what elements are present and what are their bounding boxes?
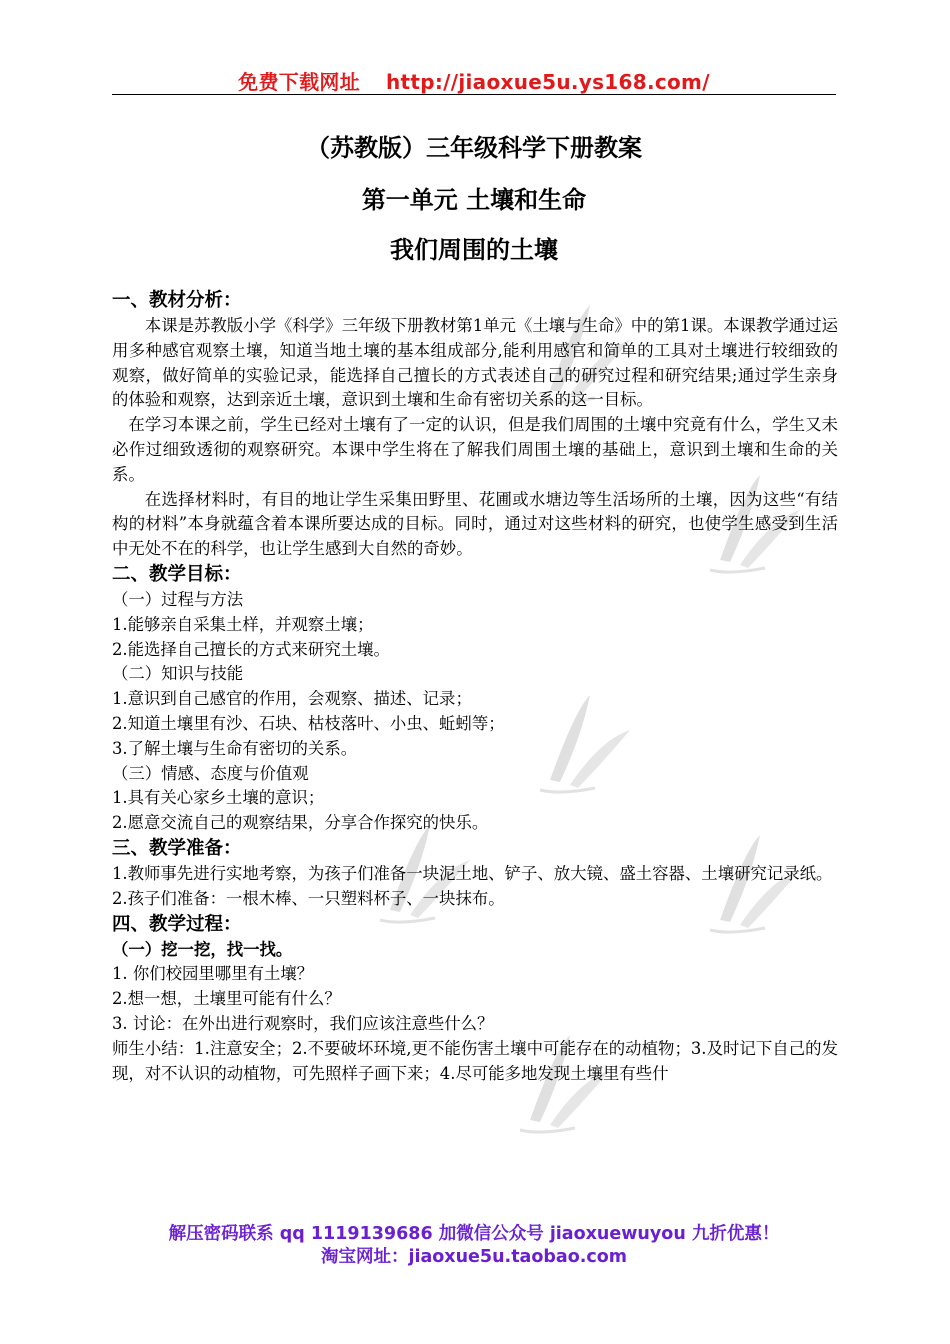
section-heading: 四、教学过程： [112,913,242,935]
subheading: （二）知识与技能 [112,664,244,684]
subheading: （一）过程与方法 [112,589,244,609]
download-url-header[interactable] [112,66,836,95]
list-item: 2.能选择自己擅长的方式来研究土壤。 [112,639,390,659]
list-item: 2.想一想，土壤里可能有什么？ [112,989,341,1009]
footer-contact: 解压密码联系 qq 1119139686 加微信公众号 jiaoxuewuyou 九折优惠！ [168,1224,780,1244]
list-item: 2.知道土壤里有沙、石块、枯枝落叶、小虫、蚯蚓等； [112,713,505,733]
unit-title: 第一单元 土壤和生命 [361,185,587,214]
list-item: 1.教师事先进行实地考察，为孩子们准备一块泥土地、铲子、放大镜、盛土容器、土壤研究记录纸。 [112,863,833,883]
list-item: 1.能够亲自采集土样，并观察土壤； [112,614,374,634]
header-label: 免费下载网址 [238,70,360,94]
header-url-link[interactable]: http://jiaoxue5u.ys168.com/ [385,70,710,94]
paragraph: 在选择材料时，有目的地让学生采集田野里、花圃或水塘边等生活场所的土壤，因为这些“有结构的材料”本身就蕴含着本课所要达成的目标。同时，通过对这些材料的研究，也使学生感受到生活中无处不在的科学，也让学生感到大自然的奇妙。 [112,489,838,559]
document-body [112,288,838,1086]
list-item: 3.了解土壤与生命有密切的关系。 [112,738,358,758]
section-heading: 二、教学目标： [112,563,242,585]
paragraph: 师生小结：1.注意安全；2.不要破坏环境,更不能伤害土壤中可能存在的动植物；3.及时记下自己的发现，对不认识的动植物，可先照样子画下来；4.尽可能多地发现土壤里有些什 [112,1038,838,1083]
subheading: （三）情感、态度与价值观 [112,763,309,783]
list-item: 2.愿意交流自己的观察结果，分享合作探究的快乐。 [112,813,489,833]
list-item: 1.意识到自己感官的作用，会观察、描述、记录； [112,689,472,709]
list-item: 1. 你们校园里哪里有土壤？ [112,964,314,984]
section-heading: 三、教学准备： [112,837,242,859]
paragraph: 在学习本课之前，学生已经对土壤有了一定的认识，但是我们周围的土壤中究竟有什么，学生又未必作过细致透彻的观察研究。本课中学生将在了解我们周围土壤的基础上，意识到土壤和生命的关系。 [112,415,838,484]
lesson-title: 我们周围的土壤 [390,235,558,264]
section-heading: 一、教材分析： [112,290,242,311]
list-item: 1.具有关心家乡土壤的意识； [112,788,325,808]
header-divider [112,94,836,95]
step-heading: （一）挖一挖，找一找。 [112,939,293,959]
document-title: （苏教版）三年级科学下册教案 [306,133,642,162]
list-item: 3. 讨论：在外出进行观察时，我们应该注意些什么？ [112,1013,494,1033]
paragraph: 本课是苏教版小学《科学》三年级下册教材第1单元《土壤与生命》中的第1课。本课教学通过运用多种感官观察土壤，知道当地土壤的基本组成部分,能利用感官和简单的工具对土壤进行较细致的观察，做好简单的实验记录，能选择自己擅长的方式表述自己的研究过程和研究结果;通过学生亲身的体验和观察，达到亲近土壤，意识到土壤和生命有密切关系的这一目标。 [112,316,838,410]
list-item: 2.孩子们准备：一根木棒、一只塑料杯子、一块抹布。 [112,888,505,908]
footer-taobao-link[interactable]: 淘宝网址：jiaoxue5u.taobao.com [320,1247,628,1267]
